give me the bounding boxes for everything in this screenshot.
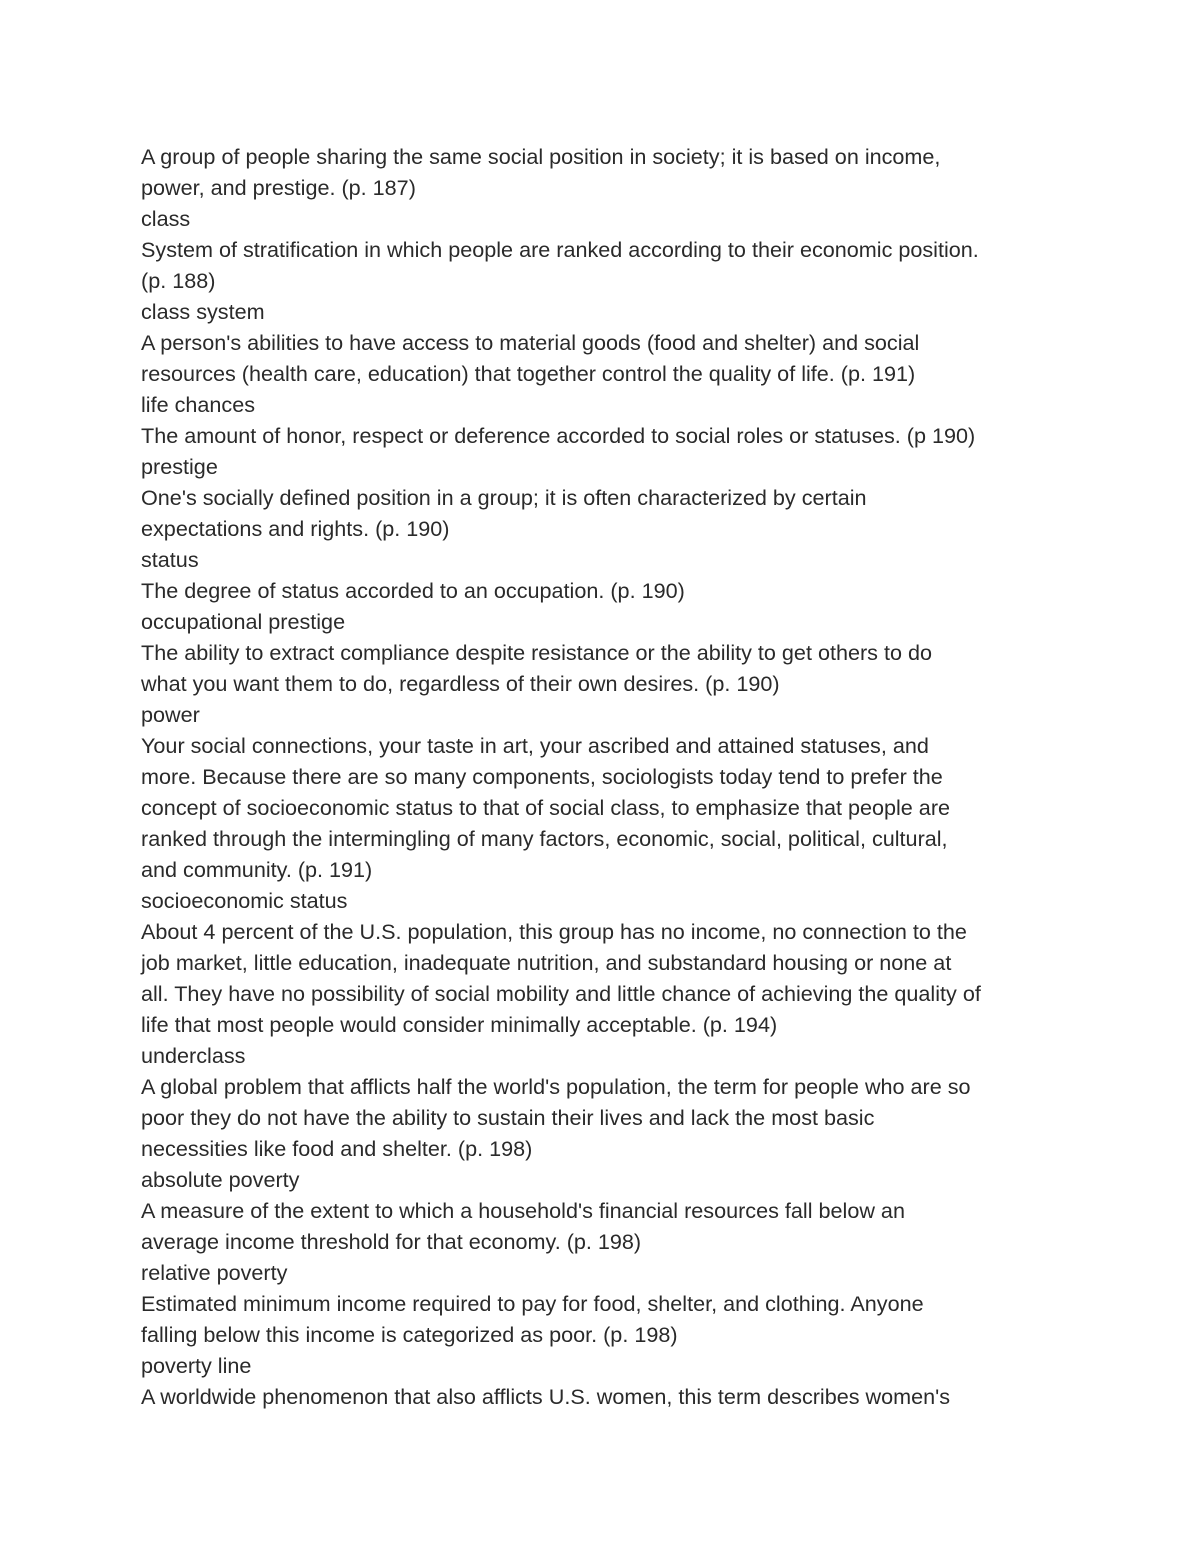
definition-line: System of stratification in which people are ranked according to their economic position. [141,237,979,262]
term-line: class [141,206,191,231]
definition-line: A worldwide phenomenon that also afflicts U.S. women, this term describes women's [141,1384,951,1409]
term-line: underclass [141,1043,246,1068]
definition-line: what you want them to do, regardless of their own desires. (p. 190) [141,671,780,696]
definition-line: Estimated minimum income required to pay for food, shelter, and clothing. Anyone [141,1291,924,1316]
term-line: class system [141,299,265,324]
term-line: absolute poverty [141,1167,300,1192]
document-body [141,141,1081,1412]
definition-line: The amount of honor, respect or deference accorded to social roles or statuses. (p 190) [141,423,976,448]
definition-line: One's socially defined position in a group; it is often characterized by certain [141,485,867,510]
definition-line: expectations and rights. (p. 190) [141,516,450,541]
definition-line: life that most people would consider minimally acceptable. (p. 194) [141,1012,778,1037]
definition-line: falling below this income is categorized as poor. (p. 198) [141,1322,678,1347]
definition-line: A person's abilities to have access to material goods (food and shelter) and social [141,330,920,355]
definition-line: and community. (p. 191) [141,857,373,882]
definition-line: power, and prestige. (p. 187) [141,175,416,200]
definition-line: average income threshold for that economy. (p. 198) [141,1229,642,1254]
term-line: prestige [141,454,218,479]
definition-line: About 4 percent of the U.S. population, this group has no income, no connection to the [141,919,967,944]
definition-line: (p. 188) [141,268,216,293]
definition-line: A group of people sharing the same social position in society; it is based on income, [141,144,941,169]
definition-line: Your social connections, your taste in art, your ascribed and attained statuses, and [141,733,929,758]
definition-line: necessities like food and shelter. (p. 198) [141,1136,533,1161]
definition-line: ranked through the intermingling of many factors, economic, social, political, cultural, [141,826,948,851]
term-line: status [141,547,199,572]
definition-line: resources (health care, education) that together control the quality of life. (p. 191) [141,361,916,386]
term-line: power [141,702,200,727]
definition-line: A measure of the extent to which a household's financial resources fall below an [141,1198,905,1223]
definition-line: all. They have no possibility of social mobility and little chance of achieving the quality of [141,981,981,1006]
definition-line: job market, little education, inadequate nutrition, and substandard housing or none at [141,950,952,975]
definition-line: concept of socioeconomic status to that of social class, to emphasize that people are [141,795,951,820]
term-line: relative poverty [141,1260,288,1285]
definition-line: A global problem that afflicts half the world's population, the term for people who are so [141,1074,971,1099]
definition-line: more. Because there are so many components, sociologists today tend to prefer the [141,764,943,789]
definition-line: poor they do not have the ability to sustain their lives and lack the most basic [141,1105,875,1130]
definition-line: The degree of status accorded to an occupation. (p. 190) [141,578,685,603]
definition-line: The ability to extract compliance despite resistance or the ability to get others to do [141,640,932,665]
term-line: socioeconomic status [141,888,348,913]
term-line: occupational prestige [141,609,346,634]
term-line: poverty line [141,1353,252,1378]
term-line: life chances [141,392,256,417]
